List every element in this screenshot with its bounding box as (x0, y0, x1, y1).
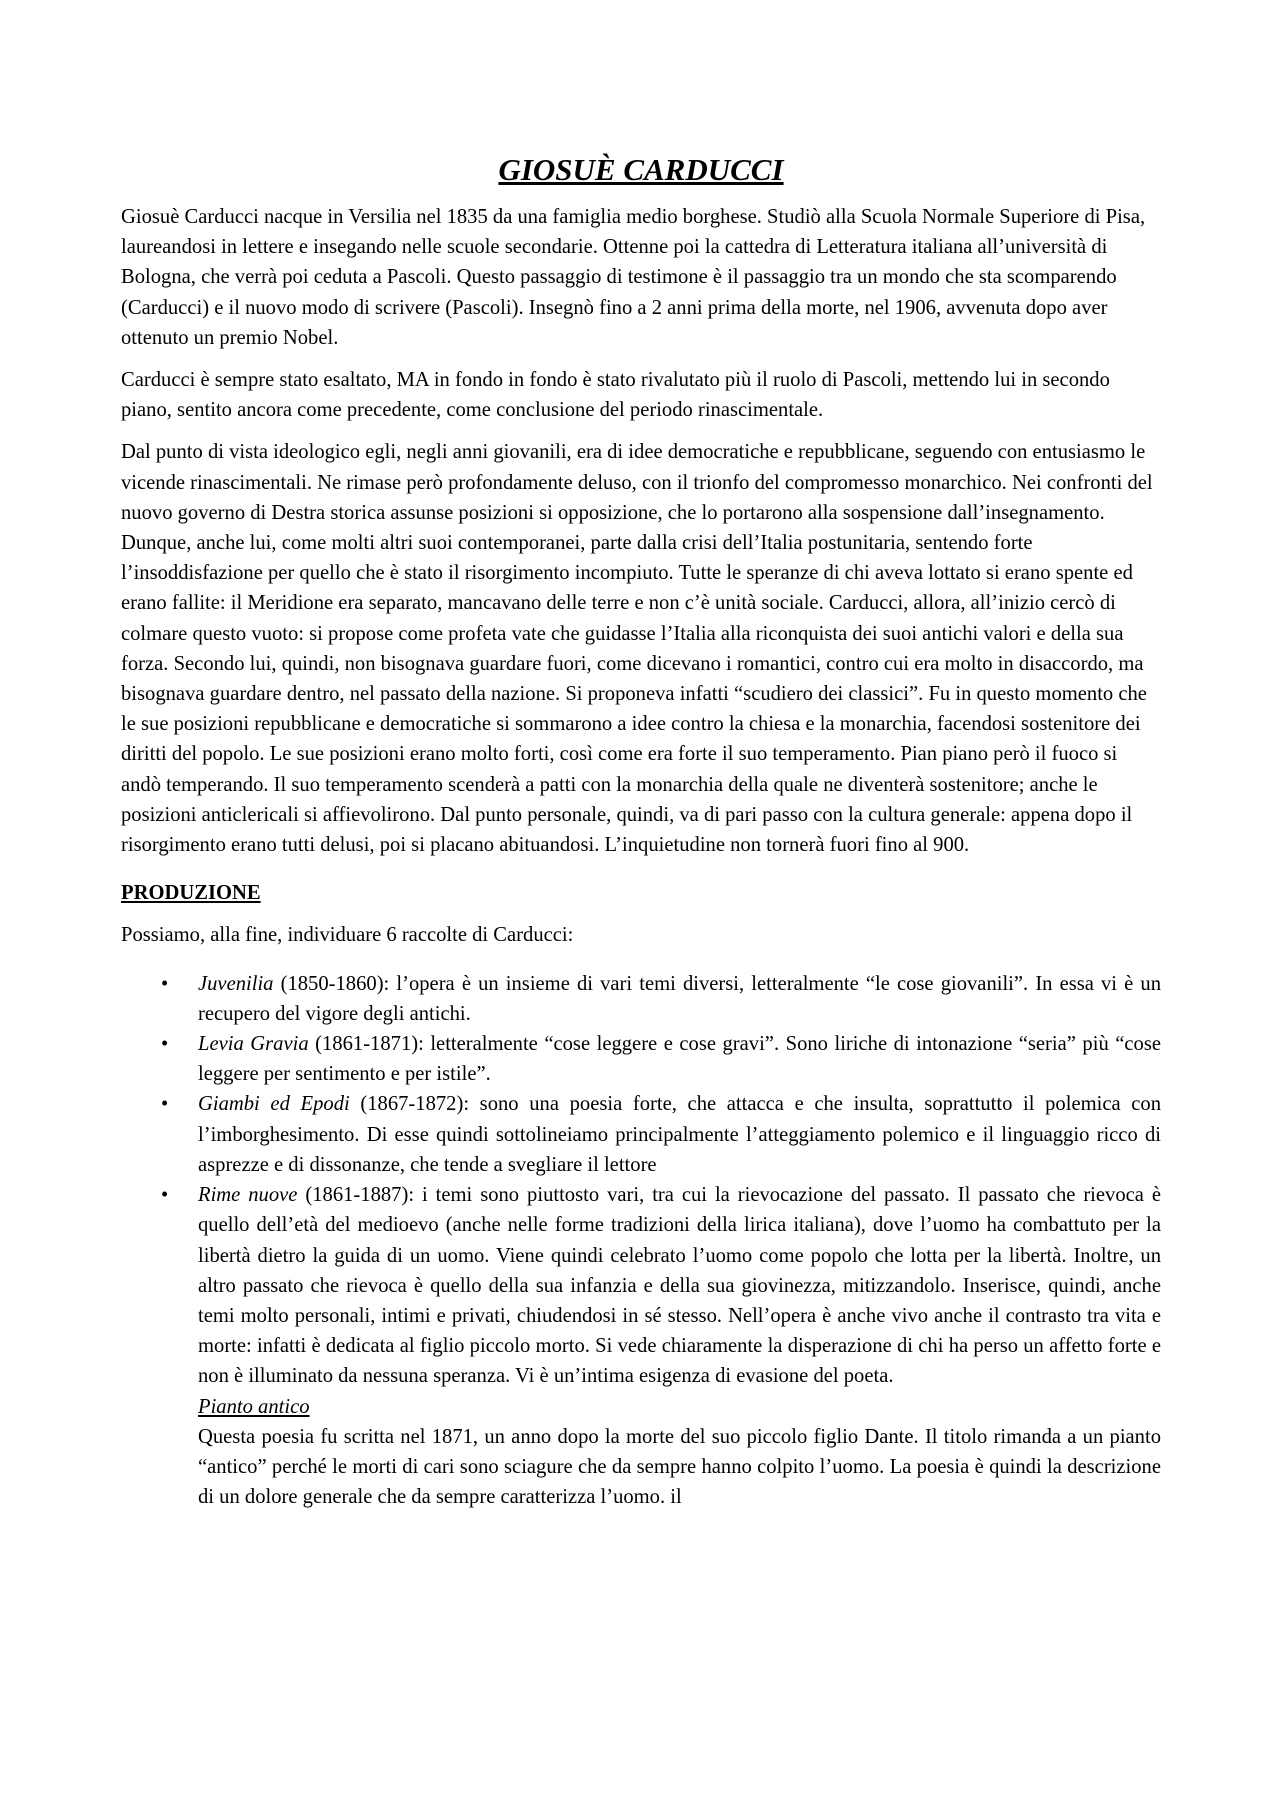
section-heading-produzione: PRODUZIONE (121, 882, 261, 905)
work-title: Juvenilia (198, 972, 274, 995)
bullet-icon: • (161, 1093, 169, 1116)
list-item-rime-nuove (121, 1180, 1161, 1512)
poem-description: Questa poesia fu scritta nel 1871, un anno dopo la morte del suo piccolo figlio Dante. Il titolo rimanda a un pianto “antico” perché le morti di cari sono sciagure che da sempre hanno colpito l’uomo. La poesia è quindi la descrizione di un dolore generale che da sempre caratterizza l’uomo. il (198, 1425, 1161, 1509)
list-item-juvenilia (121, 969, 1161, 1029)
work-description: (1861-1887): i temi sono piuttosto vari, tra cui la rievocazione del passato. Il passato che rievoca è quello dell’età del medioevo (anche nelle forme tradizioni della lirica italiana), dove l’uomo ha combattuto per la libertà dietro la guida di un uomo. Viene quindi celebrato l’uomo come popolo che lotta per la libertà. Inoltre, un altro passato che rievoca è quello della sua infanzia e della sua giovinezza, mitizzandolo. Inserisce, quindi, anche temi molto personali, intimi e privati, chiudendosi in sé stesso. Nell’opera è anche vivo anche il contrasto tra vita e morte: infatti è dedicata al figlio piccolo morto. Si vede chiaramente la disperazione di chi ha perso un affetto forte e non è illuminato da nessuna speranza. Vi è un’intima esigenza di evasione del poeta. (198, 1184, 1161, 1388)
page-title: GIOSUÈ CARDUCCI (498, 152, 784, 187)
work-title: Levia Gravia (198, 1033, 309, 1056)
paragraph-intro: Possiamo, alla fine, individuare 6 raccolte di Carducci: (121, 924, 574, 947)
list-item-levia-gravia (121, 1029, 1161, 1089)
work-description: (1850-1860): l’opera è un insieme di vari temi diversi, letteralmente “le cose giovanili”. In essa vi è un recupero del vigore degli antichi. (198, 972, 1161, 1025)
collections-list (121, 969, 1161, 1513)
list-item-giambi-ed-epodi (121, 1089, 1161, 1180)
work-description: (1861-1871): letteralmente “cose leggere e cose gravi”. Sono liriche di intonazione “seria” più “cose leggere per sentimento e per istile”. (198, 1033, 1161, 1086)
work-title: Rime nuove (198, 1184, 298, 1207)
paragraph-ideology: Dal punto di vista ideologico egli, negli anni giovanili, era di idee democratiche e repubblicane, seguendo con entusiasmo le vicende rinascimentali. Ne rimase però profondamente deluso, con il trionfo del compromesso monarchico. Nei confronti del nuovo governo di Destra storica assunse posizioni si opposizione, che lo portarono alla sospensione dall’insegnamento. Dunque, anche lui, come molti altri suoi contemporanei, parte dalla crisi dell’Italia postunitaria, sentendo forte l’insoddisfazione per quello che è stato il risorgimento incompiuto. Tutte le speranze di chi aveva lottato si erano spente ed erano fallite: il Meridione era separato, mancavano delle terre e non c’è unità sociale. Carducci, allora, all’inizio cercò di colmare questo vuoto: si propose come profeta vate che guidasse l’Italia alla riconquista dei suoi antichi valori e della sua forza. Secondo lui, quindi, non bisognava guardare fuori, come dicevano i romantici, contro cui era molto in disaccordo, ma bisognava guardare dentro, nel passato della nazione. Si proponeva infatti “scudiero dei classici”. Fu in questo momento che le sue posizioni repubblicane e democratiche si sommarono a idee contro la chiesa e la monarchia, facendosi sostenitore dei diritti del popolo. Le sue posizioni erano molto forti, così come era forte il suo temperamento. Pian piano però il fuoco si andò temperando. Il suo temperamento scenderà a patti con la monarchia della quale ne diventerà sostenitore; anche le posizioni anticlericali si affievolirono. Dal punto personale, quindi, va di pari passo con la cultura generale: appena dopo il risorgimento erano tutti delusi, poi si placano abituandosi. L’inquietudine non tornerà fuori fino al 900. (121, 441, 1153, 857)
poem-title: Pianto antico (198, 1395, 310, 1418)
bullet-icon: • (161, 972, 169, 995)
bullet-icon: • (161, 1184, 169, 1207)
paragraph-reputation: Carducci è sempre stato esaltato, MA in fondo in fondo è stato rivalutato più il ruolo di Pascoli, mettendo lui in secondo piano, sentito ancora come precedente, come conclusione del periodo rinascimentale. (121, 369, 1110, 422)
document-page (121, 150, 1161, 1512)
paragraph-biography: Giosuè Carducci nacque in Versilia nel 1835 da una famiglia medio borghese. Studiò alla Scuola Normale Superiore di Pisa, laureandosi in lettere e insegando nelle scuole secondarie. Ottenne poi la cattedra di Letteratura italiana all’università di Bologna, che verrà poi ceduta a Pascoli. Questo passaggio di testimone è il passaggio tra un mondo che sta scomparendo (Carducci) e il nuovo modo di scrivere (Pascoli). Insegnò fino a 2 anni prima della morte, nel 1906, avvenuta dopo aver ottenuto un premio Nobel. (121, 206, 1146, 349)
work-description: (1867-1872): sono una poesia forte, che attacca e che insulta, soprattutto il polemica con l’imborghesimento. Di esse quindi sottolineiamo principalmente l’atteggiamento polemico e il linguaggio ricco di asprezze e di dissonanze, che tende a svegliare il lettore (198, 1093, 1161, 1176)
bullet-icon: • (161, 1033, 169, 1056)
work-title: Giambi ed Epodi (198, 1093, 350, 1116)
